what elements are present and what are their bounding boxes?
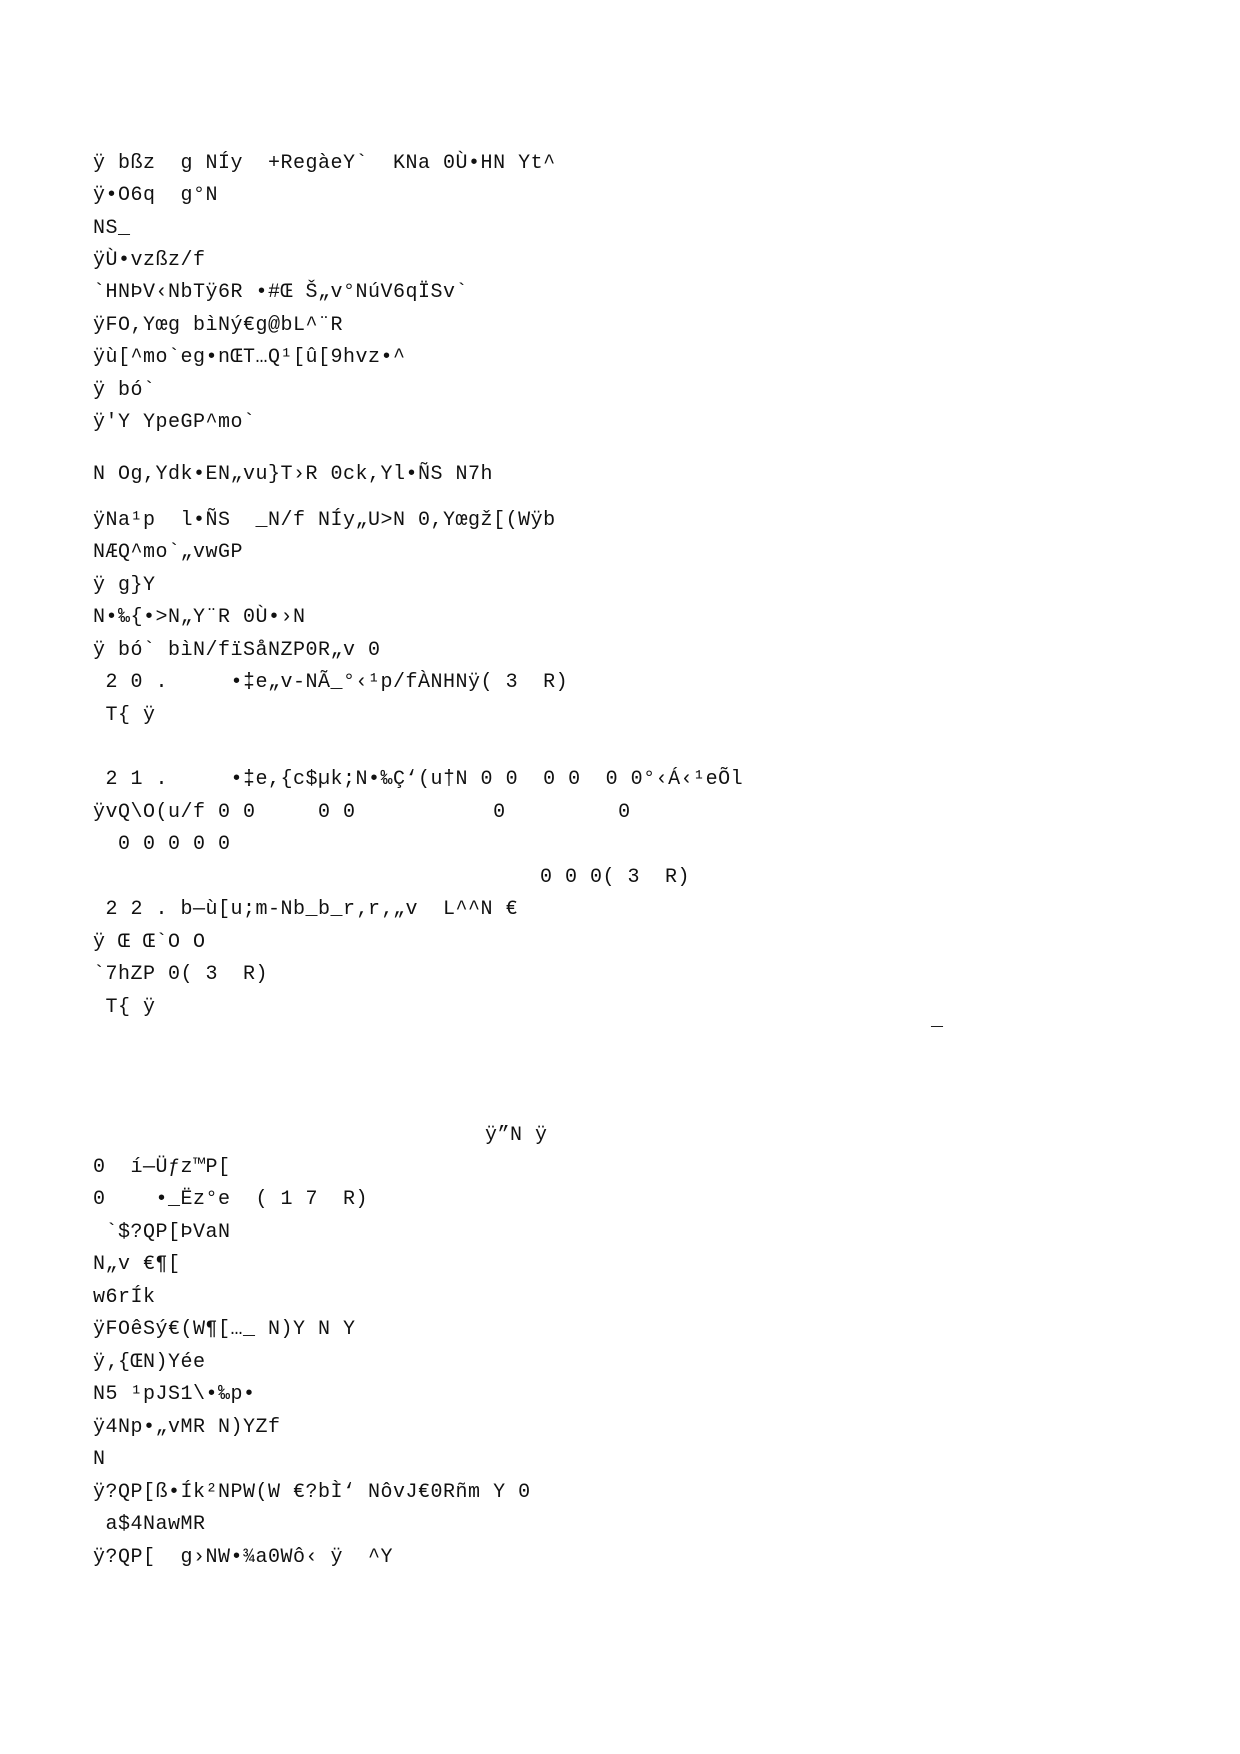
text-line: ÿ bó` bìN/fïSåNZP0R„v 0: [93, 639, 381, 662]
text-line: NÆQ^mo`„vwGP: [93, 541, 244, 564]
text-line: 0 í—Üƒz™P[: [93, 1156, 231, 1179]
text-line: N: [93, 1448, 106, 1471]
text-line: 2 1 . •‡e,{c$µk;N•‰Ç‘(u†N 0 0 0 0 0 0°‹Á‹¹eÕl: [93, 768, 744, 791]
text-line: 0 0 0( 3 R): [540, 866, 691, 889]
text-line: `$?QP[ÞVaN: [93, 1221, 231, 1244]
text-line: T{ ÿ: [93, 704, 156, 727]
text-line: `HNÞV‹NbTÿ6R •#Œ Š„v°NúV6qÏSv`: [93, 281, 469, 304]
text-line: ÿ4Np•„vMR N)YZf: [93, 1416, 281, 1439]
text-line: T{ ÿ: [93, 996, 156, 1019]
text-line: ÿ'Y YpeGP^mo`: [93, 411, 256, 434]
text-line: ÿ bó`: [93, 379, 156, 402]
text-line: ÿ bßz g NÍy +RegàeY` KNa 0Ù•HN Yt^: [93, 152, 556, 175]
text-line: ÿ g}Y: [93, 574, 156, 597]
text-line: ÿNa¹p l•ÑS _N/f NÍy„U>N 0,Yœgž[(Wÿb: [93, 509, 556, 532]
text-line: ÿvQ\O(u/f 0 0 0 0 0 0: [93, 801, 631, 824]
text-line: ÿ?QP[ g›NW•¾a0Wô‹ ÿ ^Y: [93, 1546, 394, 1569]
text-line: N Og,Ydk•EN„vu}T›R 0ck,Yl•ÑS N7h: [93, 463, 494, 486]
text-line: ÿù[^mo`eg•nŒT…Q¹[û[9hvz•^: [93, 346, 406, 369]
text-line: 0 •_Ëz°e ( 1 7 R): [93, 1188, 369, 1211]
text-line: w6rÍk: [93, 1286, 156, 1309]
dash-mark: _: [931, 1009, 944, 1032]
text-line: 0 0 0 0 0: [93, 833, 231, 856]
text-line: `7hZP 0( 3 R): [93, 963, 269, 986]
text-line: ÿ Œ Œ`O O: [93, 931, 206, 954]
text-line: 2 0 . •‡e„v-NÃ_°‹¹p/fÀNHNÿ( 3 R): [93, 671, 569, 694]
text-line: ÿ‚{ŒN)Yée: [93, 1351, 206, 1374]
section-heading: ÿ”N ÿ: [485, 1124, 548, 1147]
text-line: ÿ•O6q g°N: [93, 184, 219, 207]
text-line: a$4NawMR: [93, 1513, 206, 1536]
text-line: ÿFO,Yœg bìNý€g@bL^¨R: [93, 314, 344, 337]
text-line: 2 2 . b—ù[u;m-Nb_b_r‚r‚„v L^^N €: [93, 898, 519, 921]
text-line: N•‰{•>N„Y¨R 0Ù•›N: [93, 606, 306, 629]
text-line: ÿFOêSý€(W¶[…_ N)Y N Y: [93, 1318, 356, 1341]
text-line: N5 ¹pJS1\•‰p•: [93, 1383, 256, 1406]
text-line: ÿÙ•vzßz/f: [93, 249, 206, 272]
text-line: NS_: [93, 217, 131, 240]
text-line: N„v €¶[: [93, 1253, 181, 1276]
text-line: ÿ?QP[ß•Ík²NPW(W €?bÌ‘ NôvJ€0Rñm Y 0: [93, 1481, 531, 1504]
